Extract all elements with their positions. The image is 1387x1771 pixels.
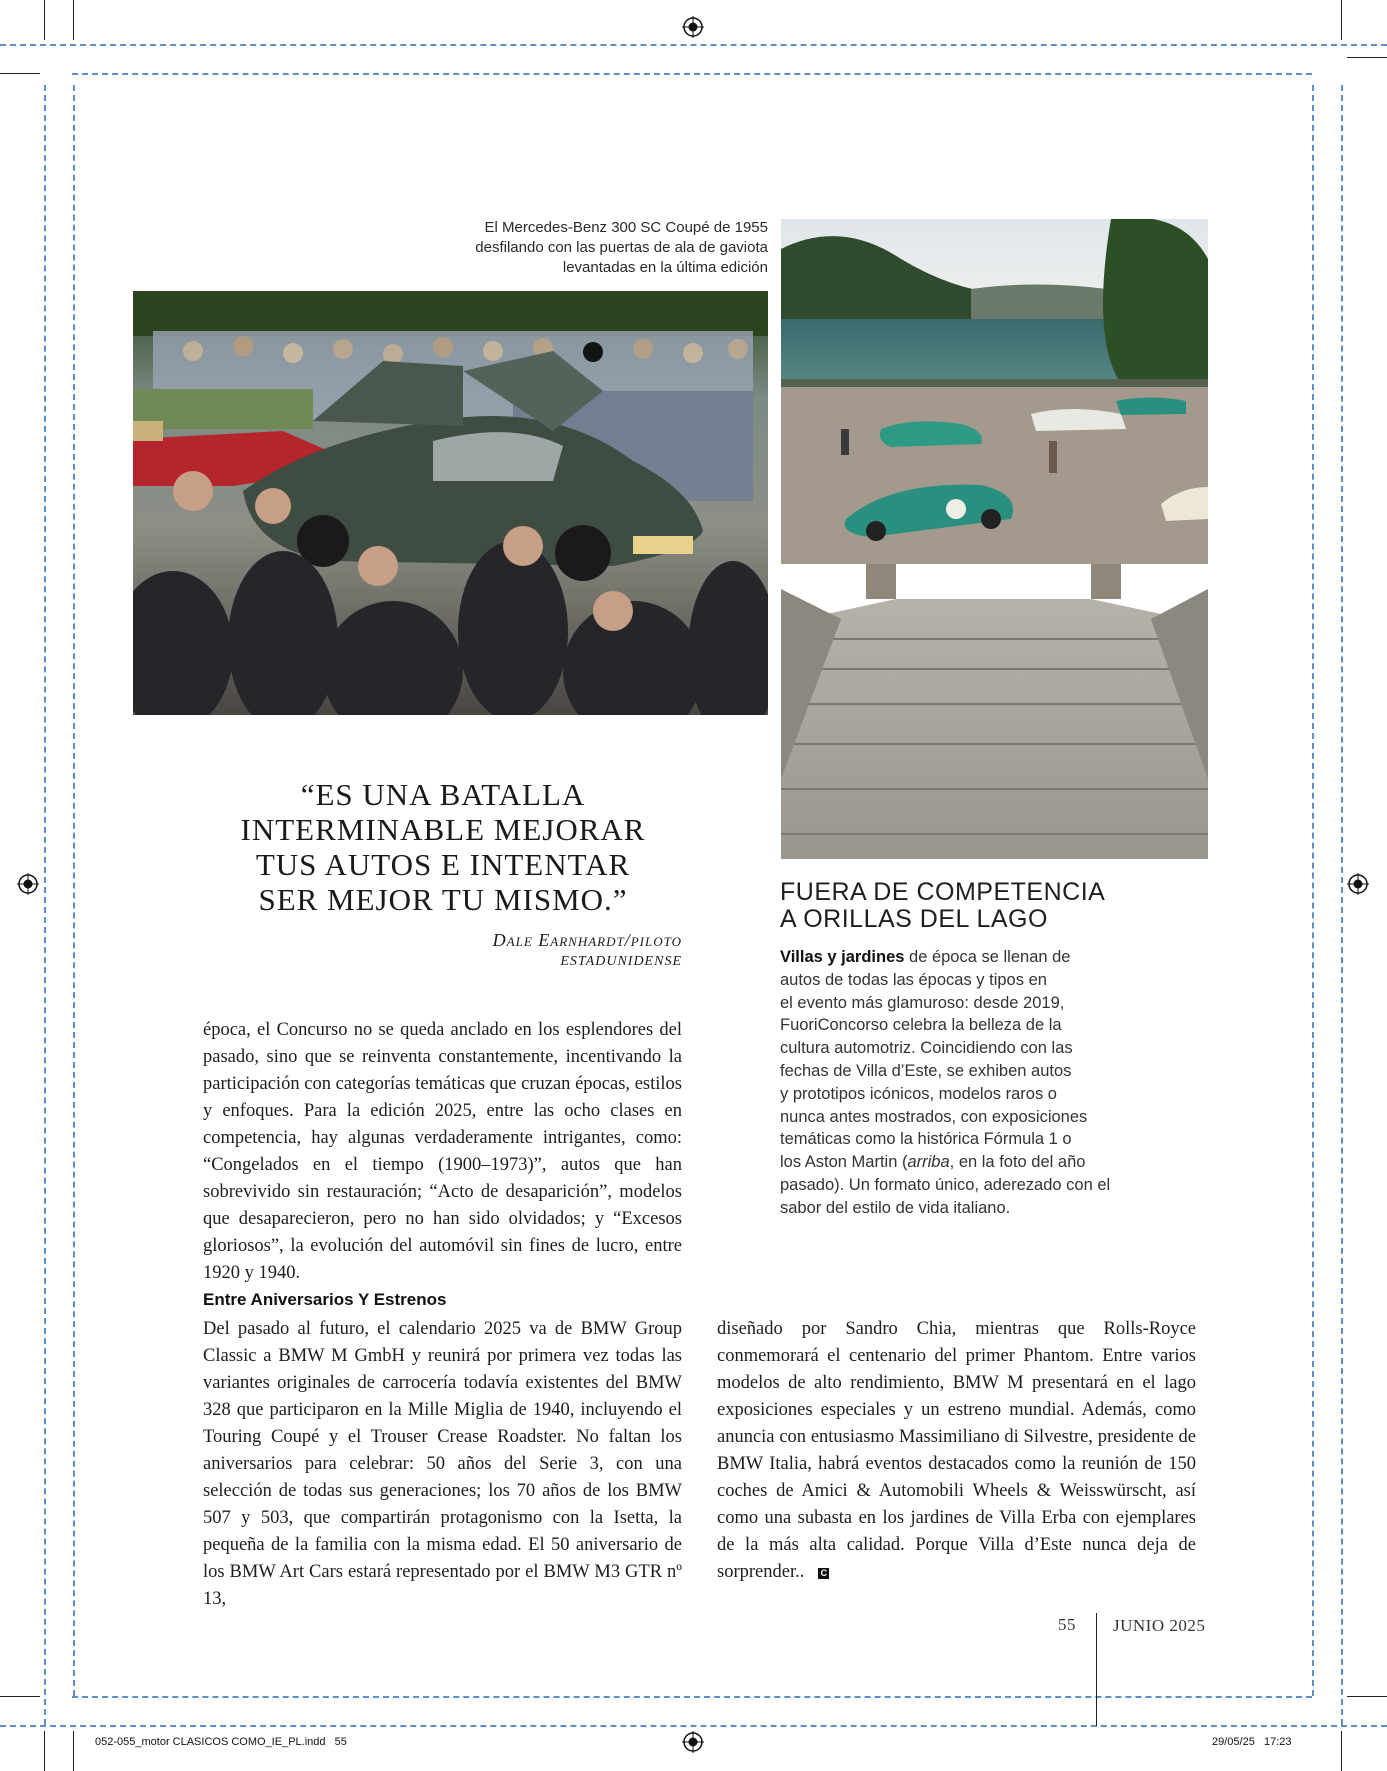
quote-line: “ES UNA BATALLA [300,777,586,812]
bleed-guide-top [0,44,1387,46]
article-column-2-text: diseñado por Sandro Chia, mientras que Rolls-Royce conmemorará el centenario del primer Phantom. Entre varios modelos de alto rendimiento, BMW M presentará en el lago exposiciones especiales y un estreno mundial. Además, como anuncia con entusiasmo Massimiliano di Silvestre, presidente de BMW Italia, habrá eventos destacados como la reunión de 150 coches de Amici & Automobili Wheels & Weisswürscht, así como una subasta en los jardines de Villa Erba con ejemplares de la más alta calidad. Porque Villa d’Este nunca deja de sorprender.. [717,1319,1196,1582]
crop-mark [73,0,74,40]
sidebar-lead: Villas y jardines [780,948,905,966]
article-column-2 [717,1316,1196,1586]
registration-mark-icon [1347,873,1369,895]
caption-line: levantadas en la última edición [562,259,768,276]
crop-mark [1341,0,1342,40]
trim-guide-top [72,73,1312,75]
issue-date: JUNIO 2025 [1113,1616,1206,1635]
quote-line: SER MEJOR TU MISMO.” [258,882,628,917]
quote-attribution [380,930,682,972]
bleed-guide-bottom [0,1725,1387,1727]
pull-quote [183,777,703,917]
sidebar-body [780,946,1220,1220]
folio-divider [1096,1613,1097,1726]
sidebar-title-line: A ORILLAS DEL LAGO [780,905,1048,933]
crop-mark [44,0,45,40]
crop-mark [1341,1731,1342,1771]
quote-line: TUS AUTOS E INTENTAR [255,847,631,882]
crop-mark [1347,57,1387,58]
trim-guide-bottom [72,1696,1312,1698]
sidebar-text: de época se llenan de autos de todas las épocas y tipos en el evento más glamuroso: desde 2019, FuoriConcorso celebra la belleza de la cultura automotriz. Coincidiendo con las fechas de Villa d’Este, se exhiben autos y prototipos icónicos, modelos raros o nunca antes mostrados, con exposiciones temáticas como la histórica Fórmula 1 o los Aston Martin ( [780,948,1088,1172]
photo-lake-villa-aston-martin [781,219,1208,859]
trim-guide-right [1312,85,1314,1696]
article-column-1: Del pasado al futuro, el calendario 2025 va de BMW Group Classic a BMW M GmbH y reunirá por primera vez todas las variantes originales de carrocería todavía existentes del BMW 328 que participaron en la Mille Miglia de 1940, incluyendo el Touring Coupé y el Trouser Crease Roadster. No faltan los aniversarios para celebrar: 50 años del Serie 3, con una selección de todas sus generaciones; los 70 años de los BMW 507 y 503, que compartirán protagonismo con la Isetta, la pequeña de la familia con la misma edad. El 50 aniversario de los BMW Art Cars estará representado por el BMW M3 GTR nº 13, [203,1319,682,1609]
crop-mark [0,73,40,74]
caption-line: desfilando con las puertas de ala de gaviota [475,239,768,256]
article-intro: época, el Concurso no se queda anclado en los esplendores del pasado, sino que se reinventa constantemente, incentivando la participación con categorías temáticas que cruzan épocas, estilos y enfoques. Para la edición 2025, entre las ocho clases en competencia, hay algunas verdaderamente intrigantes, como: “Congelados en el tiempo (1900–1973)”, autos que han sobrevivido sin restauración; “Acto de desaparición”, modelos que desaparecieron, pero no han sido olvidados; y “Excesos gloriosos”, la evolución del automóvil sin fines de lucro, entre 1920 y 1940. [203,1020,682,1283]
trim-guide-left [73,85,75,1696]
crop-mark [73,1731,74,1771]
registration-mark-icon [682,1731,704,1753]
slug-datetime: 29/05/25 17:23 [1212,1736,1292,1748]
quote-author: Dale Earnhardt/piloto [492,930,682,950]
registration-mark-icon [682,16,704,38]
photo-mercedes-gullwing [133,291,768,715]
page-number: 55 [1058,1615,1076,1634]
quote-line: INTERMINABLE MEJORAR [240,812,646,847]
crop-mark [1347,1696,1387,1697]
sidebar-title-line: FUERA DE COMPETENCIA [780,878,1106,906]
article-subhead: Entre Aniversarios Y Estrenos [203,1290,447,1309]
quote-author-role: ESTADUNIDENSE [560,954,682,969]
crop-mark [0,1696,40,1697]
caption-line: El Mercedes-Benz 300 SC Coupé de 1955 [484,219,768,236]
crop-mark [44,1731,45,1771]
bleed-guide-right [1341,85,1343,1725]
end-of-article-icon: C [818,1568,829,1579]
bleed-guide-left [44,85,46,1725]
registration-mark-icon [17,873,39,895]
sidebar-text: , en la foto del año pasado). Un formato único, aderezado con el sabor del estilo de vida italiano. [780,1153,1111,1217]
sidebar-title [780,879,1200,933]
sidebar-emphasis: arriba [907,1153,950,1172]
photo-caption [420,218,768,278]
slug-filename: 052-055_motor CLASICOS COMO_IE_PL.indd 55 [95,1736,347,1748]
